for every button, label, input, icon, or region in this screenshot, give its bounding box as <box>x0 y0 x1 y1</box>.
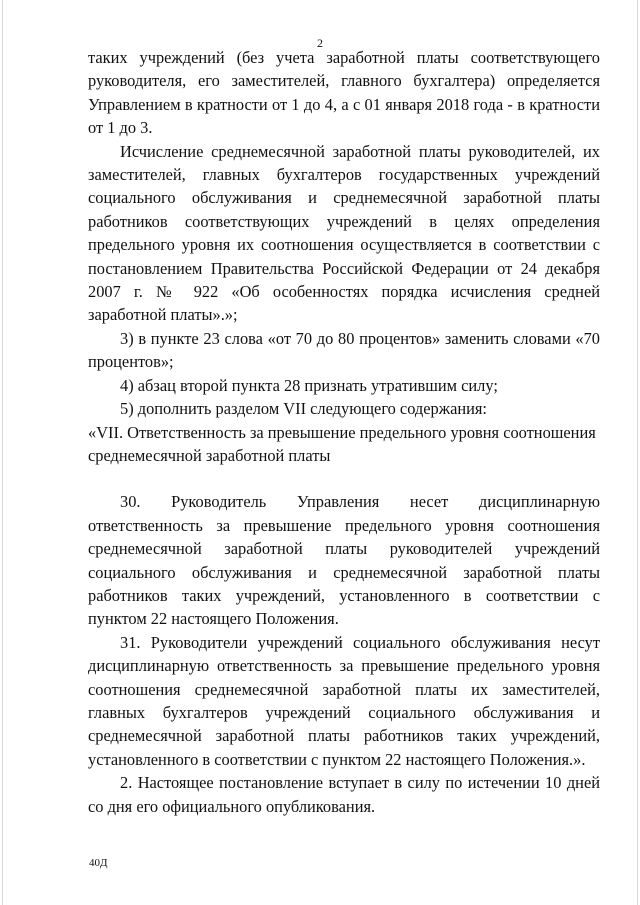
paragraph-31: 31. Руководители учреждений социального обслуживания несут дисциплинарную ответственность за превышение предельного уровня соотношения среднемесячной заработной платы их заместителей, главных бухгалтеров учреждений социального обслуживания и среднемесячной заработной платы работников таких учреждений, установленного в соответствии с пунктом 22 настоящего Положения.». <box>88 632 600 769</box>
heading-spacer <box>88 467 600 489</box>
scan-edge-left <box>2 0 3 905</box>
paragraph-effective-date: 2. Настоящее постановление вступает в силу по истечении 10 дней со дня его официального опубликования. <box>88 773 600 816</box>
paragraph-calculation: Исчисление среднемесячной заработной платы руководителей, их заместителей, главных бухгалтеров государственных учреждений социального обслуживания и среднемесячной заработной платы работников соответствующих учреждений в целях определения предельного уровня их соотношения осуществляется в соответствии с постановлением Правительства Российской Федерации от 24 декабря 2007 г. № 922 «Об особенностях порядка исчисления средней заработной платы».»; <box>88 141 600 325</box>
section-heading-line-2: среднемесячной заработной платы <box>88 445 331 465</box>
paragraph-30: 30. Руководитель Управления несет дисциплинарную ответственность за превышение предельного уровня соотношения среднемесячной заработной платы руководителей учреждений социального обслуживания и среднемесячной заработной платы работников таких учреждений, установленного в соответствии с пунктом 22 настоящего Положения. <box>88 492 600 629</box>
document-body <box>88 46 600 818</box>
footer-code: 40Д <box>89 857 108 869</box>
paragraph-item-5: 5) дополнить разделом VII следующего содержания: <box>120 399 487 419</box>
section-heading-line-1: «VII. Ответственность за превышение предельного уровня соотношения <box>88 422 596 442</box>
page-number: 2 <box>317 36 323 50</box>
scan-edge-right <box>637 0 638 905</box>
paragraph-item-4: 4) абзац второй пункта 28 признать утратившим силу; <box>120 375 498 395</box>
paragraph-continuation: таких учреждений (без учета заработной платы соответствующего руководителя, его заместителей, главного бухгалтера) определяется Управлением в кратности от 1 до 4, а с 01 января 2018 года - в кратности от 1 до 3. <box>88 48 600 138</box>
paragraph-item-3: 3) в пункте 23 слова «от 70 до 80 процентов» заменить словами «70 процентов»; <box>88 328 600 372</box>
